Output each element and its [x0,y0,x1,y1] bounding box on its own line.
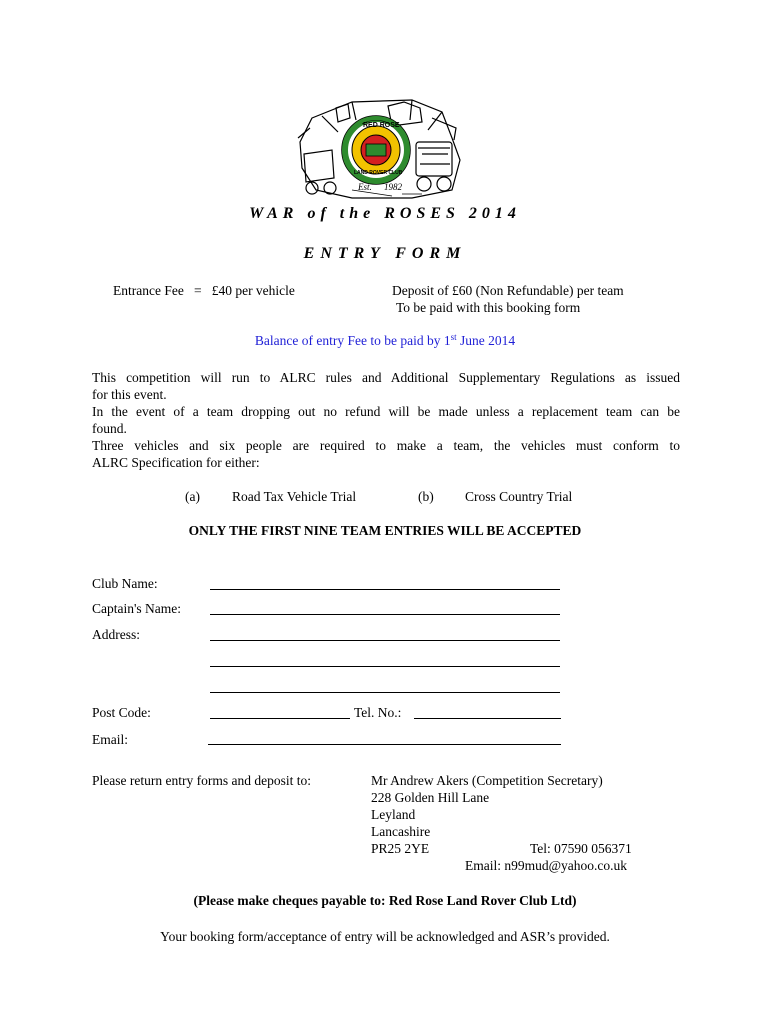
logo-bottom-text: LAND ROVER CLUB [354,170,403,176]
logo-est-label: Est. [358,182,372,192]
refund-line-1: In the event of a team dropping out no refund will be made unless a replacement team can be [92,404,680,419]
entrance-fee: Entrance Fee = £40 per vehicle [113,283,295,298]
balance-prefix: Balance of entry Fee to be paid by 1 [254,333,451,348]
cheques-notice: (Please make cheques payable to: Red Rose Land Rover Club Ltd) [193,893,577,908]
team-line-2: ALRC Specification for either: [92,455,260,470]
acknowledgement-note: Your booking form/acceptance of entry will be acknowledged and ASR’s provided. [160,929,610,944]
entries-notice: ONLY THE FIRST NINE TEAM ENTRIES WILL BE ACCEPTED [188,523,582,538]
option-a-label: (a) [185,489,200,504]
secretary-name: Mr Andrew Akers (Competition Secretary) [371,773,603,788]
email-field[interactable] [208,744,561,745]
address-field-line-2[interactable] [210,666,560,667]
post-code-label: Post Code: [92,705,151,720]
rules-text [92,369,680,471]
club-name-label: Club Name: [92,576,158,591]
land-rover-sketch-icon [292,98,464,202]
refund-line-2: found. [92,421,127,436]
secretary-tel: Tel: 07590 056371 [530,841,632,856]
captain-name-label: Captain's Name: [92,601,182,616]
secretary-email[interactable]: Email: n99mud@yahoo.co.uk [465,858,628,873]
option-b-label: (b) [418,489,434,504]
option-a-text: Road Tax Vehicle Trial [232,489,357,504]
form-subtitle: ENTRY FORM [303,245,467,262]
post-code-field[interactable] [210,718,350,719]
deposit-note: To be paid with this booking form [396,300,581,315]
tel-label: Tel. No.: [354,705,402,720]
rules-line-1: This competition will run to ALRC rules and Additional Supplementary Regulations as issued [92,370,680,385]
address-field-line-1[interactable] [210,640,560,641]
address-field-line-3[interactable] [210,692,560,693]
address-town: Leyland [371,807,416,822]
address-label: Address: [92,627,140,642]
address-postcode: PR25 2YE [371,841,430,856]
captain-name-field[interactable] [210,614,560,615]
balance-sup: st [450,332,457,342]
team-line-1: Three vehicles and six people are required to make a team, the vehicles must conform to [92,438,680,453]
rules-line-2: for this event. [92,387,167,402]
address-street: 228 Golden Hill Lane [371,790,490,805]
page-title: WAR of the ROSES 2014 [249,205,521,222]
logo-est-year: 1982 [384,182,402,192]
balance-notice [0,333,770,349]
tel-field[interactable] [414,718,561,719]
club-name-field[interactable] [210,589,560,590]
option-b-text: Cross Country Trial [465,489,573,504]
address-county: Lancashire [371,824,431,839]
club-logo [292,98,464,202]
logo-top-text: RED ROSE [363,122,400,129]
email-label: Email: [92,732,128,747]
deposit-text: Deposit of £60 (Non Refundable) per team [392,283,624,298]
return-label: Please return entry forms and deposit to: [92,773,311,788]
balance-suffix: June 2014 [456,333,516,348]
